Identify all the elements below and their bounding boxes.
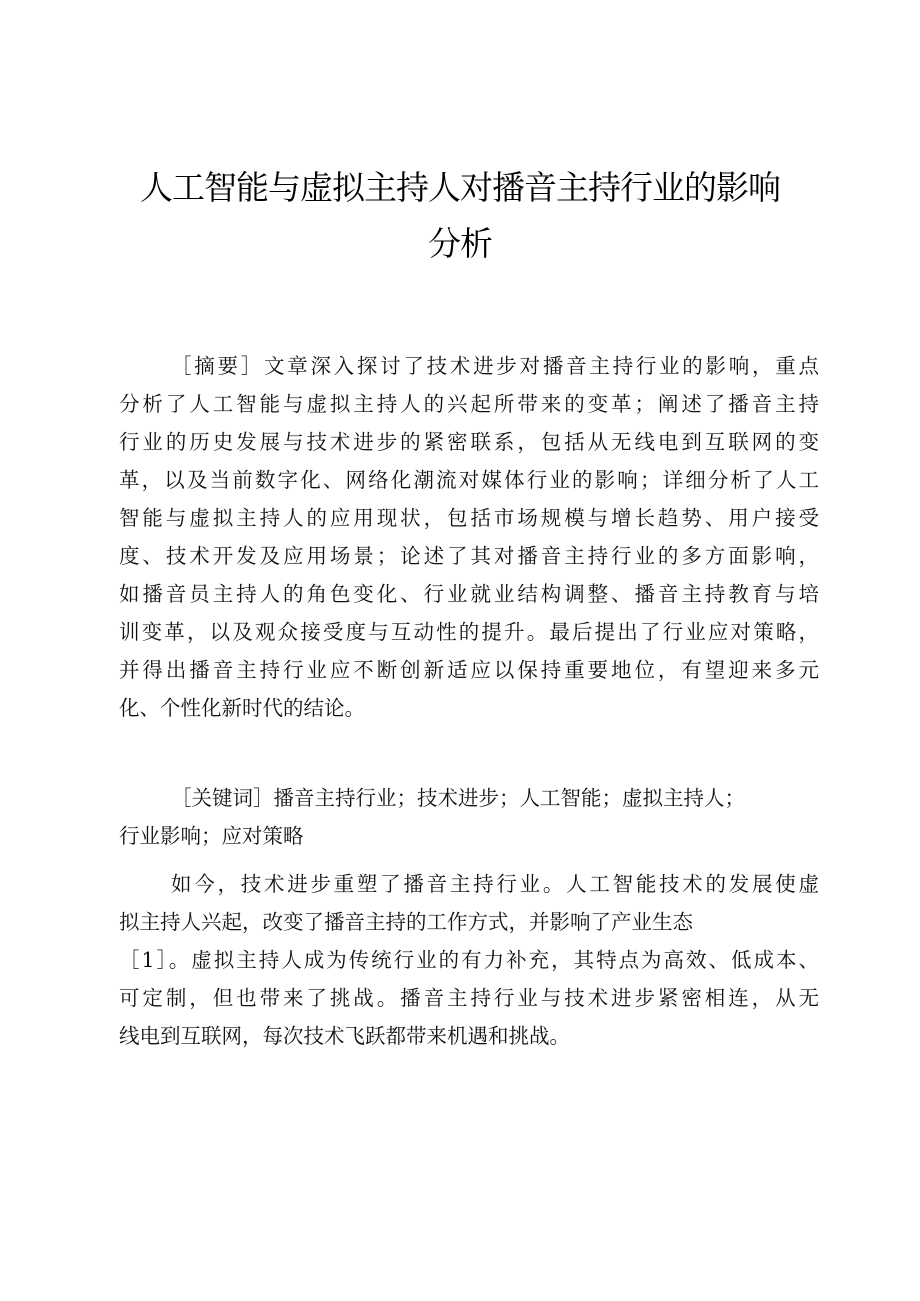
keywords-line: ［关键词］播音主持行业；技术进步；人工智能；虚拟主持人； [171,786,745,810]
abstract-line: 度、技术开发及应用场景；论述了其对播音主持行业的多方面影响， [119,544,819,568]
intro-line: 线电到互联网，每次技术飞跃都带来机遇和挑战。 [119,1024,570,1048]
intro-line: ［1］。虚拟主持人成为传统行业的有力补充，其特点为高效、低成本、 [119,948,819,972]
abstract-line: ［摘要］文章深入探讨了技术进步对播音主持行业的影响，重点 [171,354,819,378]
abstract-line: 智能与虚拟主持人的应用现状，包括市场规模与增长趋势、用户接受 [119,506,819,530]
abstract-line: 行业的历史发展与技术进步的紧密联系，包括从无线电到互联网的变 [119,430,819,454]
abstract-line: 分析了人工智能与虚拟主持人的兴起所带来的变革；阐述了播音主持 [119,392,819,416]
intro-paragraph [119,865,819,1055]
intro-line: 可定制，但也带来了挑战。播音主持行业与技术进步紧密相连，从无 [119,986,819,1010]
abstract-paragraph [119,347,819,727]
document-title [0,160,920,272]
intro-line: 如今，技术进步重塑了播音主持行业。人工智能技术的发展使虚 [171,872,819,896]
keywords-paragraph [119,779,819,855]
keywords-line: 行业影响；应对策略 [119,824,304,848]
abstract-line: 并得出播音主持行业应不断创新适应以保持重要地位，有望迎来多元 [119,658,819,682]
abstract-line: 化、个性化新时代的结论。 [119,696,365,720]
abstract-line: 革，以及当前数字化、网络化潮流对媒体行业的影响；详细分析了人工 [119,468,819,492]
title-line-1: 人工智能与虚拟主持人对播音主持行业的影响 [140,168,780,207]
title-line-2: 分析 [428,224,492,263]
abstract-line: 训变革，以及观众接受度与互动性的提升。最后提出了行业应对策略， [119,620,819,644]
intro-line: 拟主持人兴起，改变了播音主持的工作方式，并影响了产业生态 [119,910,693,934]
abstract-line: 如播音员主持人的角色变化、行业就业结构调整、播音主持教育与培 [119,582,819,606]
